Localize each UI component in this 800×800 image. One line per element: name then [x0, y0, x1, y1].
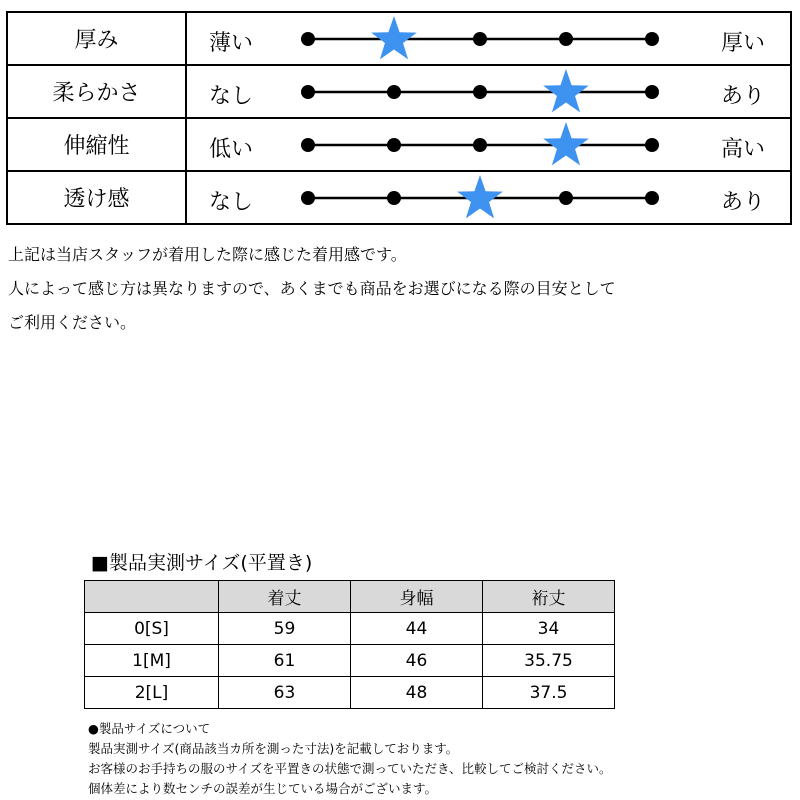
fit-note-line-2: 人によって感じ方は異なりますので、あくまでも商品をお選びになる際の目安として [8, 279, 616, 298]
scale-dot [301, 85, 315, 99]
header-cell: 着丈 [219, 581, 351, 613]
table-cell: 44 [351, 613, 483, 645]
scale-dot [301, 191, 315, 205]
scale-high-label: 厚い [721, 31, 766, 56]
scale-dot [559, 32, 573, 46]
scale-low-label: 薄い [209, 31, 254, 56]
scale-high-label: あり [721, 190, 766, 215]
scale-dot [473, 138, 487, 152]
rating-scale [187, 119, 790, 170]
size-table-title: ■製品実測サイズ(平置き) [91, 552, 313, 574]
feel-scale-table [6, 11, 792, 225]
scale-dot [301, 32, 315, 46]
size-note-line: 製品実測サイズ(商品該当カ所を測った寸法)を記載しております。 [88, 741, 459, 756]
header-cell: 裄丈 [483, 581, 615, 613]
table-cell: 35.75 [483, 645, 615, 677]
rating-track [187, 119, 792, 170]
table-cell: 48 [351, 677, 483, 709]
table-row [85, 645, 615, 677]
size-table [84, 580, 615, 709]
table-cell: 61 [219, 645, 351, 677]
size-label-cell: 1[M] [85, 645, 219, 677]
table-row [85, 613, 615, 645]
scale-dot [473, 85, 487, 99]
rating-star-icon [543, 122, 589, 165]
rating-track [187, 172, 792, 223]
scale-dot [645, 138, 659, 152]
scale-dot [645, 85, 659, 99]
rating-scale [187, 13, 790, 64]
table-cell: 46 [351, 645, 483, 677]
size-table-header [85, 581, 615, 613]
header-cell: 身幅 [351, 581, 483, 613]
table-row [85, 677, 615, 709]
scale-low-label: 低い [209, 137, 254, 162]
scale-dot [645, 191, 659, 205]
rating-track [187, 13, 792, 64]
feel-label: 透け感 [7, 171, 186, 224]
scale-dot [387, 138, 401, 152]
rating-scale [187, 172, 790, 223]
size-note-line: 個体差により数センチの誤差が生じている場合がございます。 [88, 781, 438, 796]
feel-row-softness [7, 65, 791, 118]
scale-dot [473, 32, 487, 46]
scale-dot [559, 191, 573, 205]
table-cell: 63 [219, 677, 351, 709]
table-cell: 59 [219, 613, 351, 645]
size-label-cell: 0[S] [85, 613, 219, 645]
feel-label: 柔らかさ [7, 65, 186, 118]
feel-label: 厚み [7, 12, 186, 65]
scale-high-label: 高い [721, 137, 766, 162]
rating-star-icon [371, 16, 417, 59]
feel-row-stretch [7, 118, 791, 171]
rating-star-icon [543, 69, 589, 112]
fit-note-line-1: 上記は当店スタッフが着用した際に感じた着用感です。 [8, 245, 407, 264]
feel-row-thickness [7, 12, 791, 65]
size-label-cell: 2[L] [85, 677, 219, 709]
table-cell: 37.5 [483, 677, 615, 709]
size-note-line: お客様のお手持ちの服のサイズを平置きの状態で測っていただき、比較してご検討ください。 [88, 761, 612, 776]
rating-scale [187, 66, 790, 117]
scale-low-label: なし [209, 190, 254, 215]
header-cell [85, 581, 219, 613]
fit-note-line-3: ご利用ください。 [8, 313, 137, 332]
feel-label: 伸縮性 [7, 118, 186, 171]
size-note-heading: ●製品サイズについて [88, 721, 211, 736]
scale-high-label: あり [721, 84, 766, 109]
scale-dot [387, 191, 401, 205]
rating-track [187, 66, 792, 117]
scale-dot [645, 32, 659, 46]
table-cell: 34 [483, 613, 615, 645]
rating-star-icon [457, 175, 503, 218]
scale-low-label: なし [209, 84, 254, 109]
feel-row-sheerness [7, 171, 791, 224]
scale-dot [387, 85, 401, 99]
scale-dot [301, 138, 315, 152]
